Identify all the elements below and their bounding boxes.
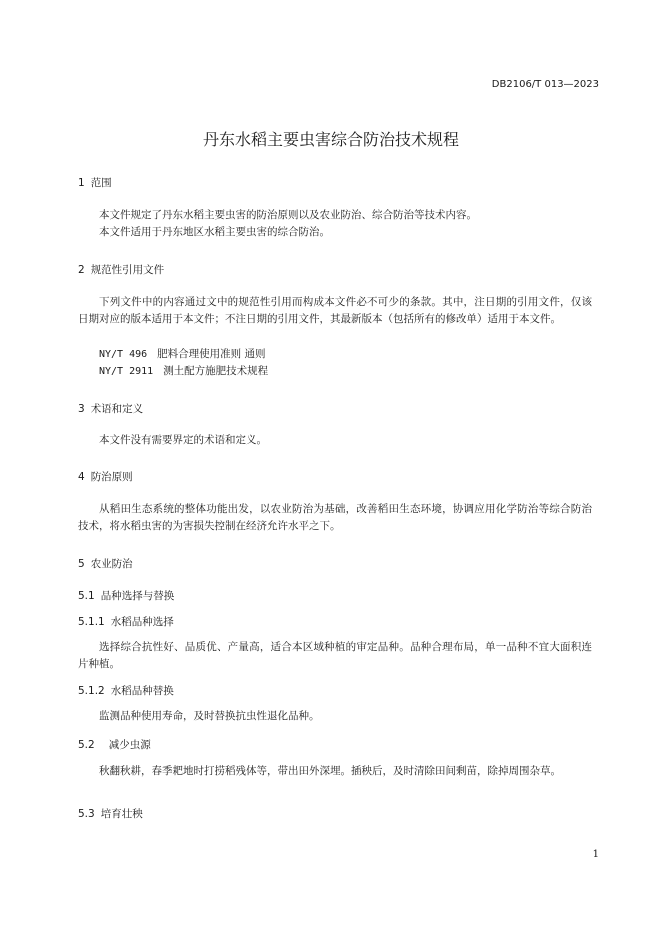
paragraph: 本文件适用于丹东地区水稻主要虫害的综合防治。 bbox=[99, 226, 330, 238]
section-number: 5.2 bbox=[78, 739, 95, 751]
paragraph: 从稻田生态系统的整体功能出发，以农业防治为基础，改善稻田生态环境，协调应用化学防治等综合防治技术，将水稻虫害的为害损失控制在经济允许水平之下。 bbox=[78, 503, 592, 532]
section-1-heading bbox=[78, 175, 112, 190]
section-number: 3 bbox=[78, 403, 85, 415]
section-title: 水稻品种选择 bbox=[110, 616, 174, 628]
section-5-1-1-heading bbox=[78, 614, 174, 629]
section-number: 4 bbox=[78, 471, 85, 483]
paragraph: 秋翻秋耕，春季耙地时打捞稻残体等，带出田外深埋。插秧后，及时清除田间剩苗，除掉周围杂草。 bbox=[99, 765, 561, 777]
reference-code: NY/T 2911 bbox=[99, 366, 154, 377]
page-number: 1 bbox=[592, 849, 599, 860]
section-title: 规范性引用文件 bbox=[90, 264, 165, 276]
section-5-1-2-heading bbox=[78, 683, 174, 698]
section-3-heading bbox=[78, 401, 143, 416]
section-number: 5.3 bbox=[78, 808, 95, 820]
section-number: 2 bbox=[78, 264, 85, 276]
document-title: 丹东水稻主要虫害综合防治技术规程 bbox=[202, 130, 459, 149]
section-title: 防治原则 bbox=[90, 471, 133, 483]
paragraph: 下列文件中的内容通过文中的规范性引用而构成本文件必不可少的条款。其中，注日期的引用文件，仅该日期对应的版本适用于本文件；不注日期的引用文件，其最新版本（包括所有的修改单）适用于本文件。 bbox=[78, 296, 592, 325]
reference-item bbox=[99, 363, 268, 378]
section-title: 培育壮秧 bbox=[100, 808, 143, 820]
reference-name: 测土配方施肥技术规程 bbox=[163, 365, 269, 377]
reference-code: NY/T 496 bbox=[99, 349, 148, 360]
paragraph: 监测品种使用寿命，及时替换抗虫性退化品种。 bbox=[99, 710, 320, 722]
section-number: 5.1.1 bbox=[78, 616, 105, 628]
section-title: 术语和定义 bbox=[90, 403, 144, 415]
section-4-heading bbox=[78, 469, 133, 484]
section-title: 减少虫源 bbox=[108, 739, 151, 751]
section-title: 范围 bbox=[90, 177, 112, 189]
section-5-2-heading bbox=[78, 737, 151, 752]
paragraph: 本文件没有需要界定的术语和定义。 bbox=[99, 434, 267, 446]
section-2-heading bbox=[78, 262, 164, 277]
section-number: 1 bbox=[78, 177, 85, 189]
reference-name: 肥料合理使用准则 通则 bbox=[157, 348, 266, 360]
section-number: 5.1 bbox=[78, 590, 95, 602]
section-5-1-heading bbox=[78, 588, 174, 603]
section-number: 5 bbox=[78, 558, 85, 570]
document-code: DB2106/T 013—2023 bbox=[491, 79, 599, 90]
section-title: 水稻品种替换 bbox=[110, 685, 174, 697]
paragraph: 本文件规定了丹东水稻主要虫害的防治原则以及农业防治、综合防治等技术内容。 bbox=[99, 209, 477, 221]
reference-item bbox=[99, 346, 266, 361]
section-5-heading bbox=[78, 556, 133, 571]
section-title: 农业防治 bbox=[90, 558, 133, 570]
section-number: 5.1.2 bbox=[78, 685, 105, 697]
section-title: 品种选择与替换 bbox=[100, 590, 175, 602]
section-5-3-heading bbox=[78, 806, 143, 821]
paragraph: 选择综合抗性好、品质优、产量高，适合本区域种植的审定品种。品种合理布局，单一品种不宜大面积连片种植。 bbox=[78, 641, 592, 670]
